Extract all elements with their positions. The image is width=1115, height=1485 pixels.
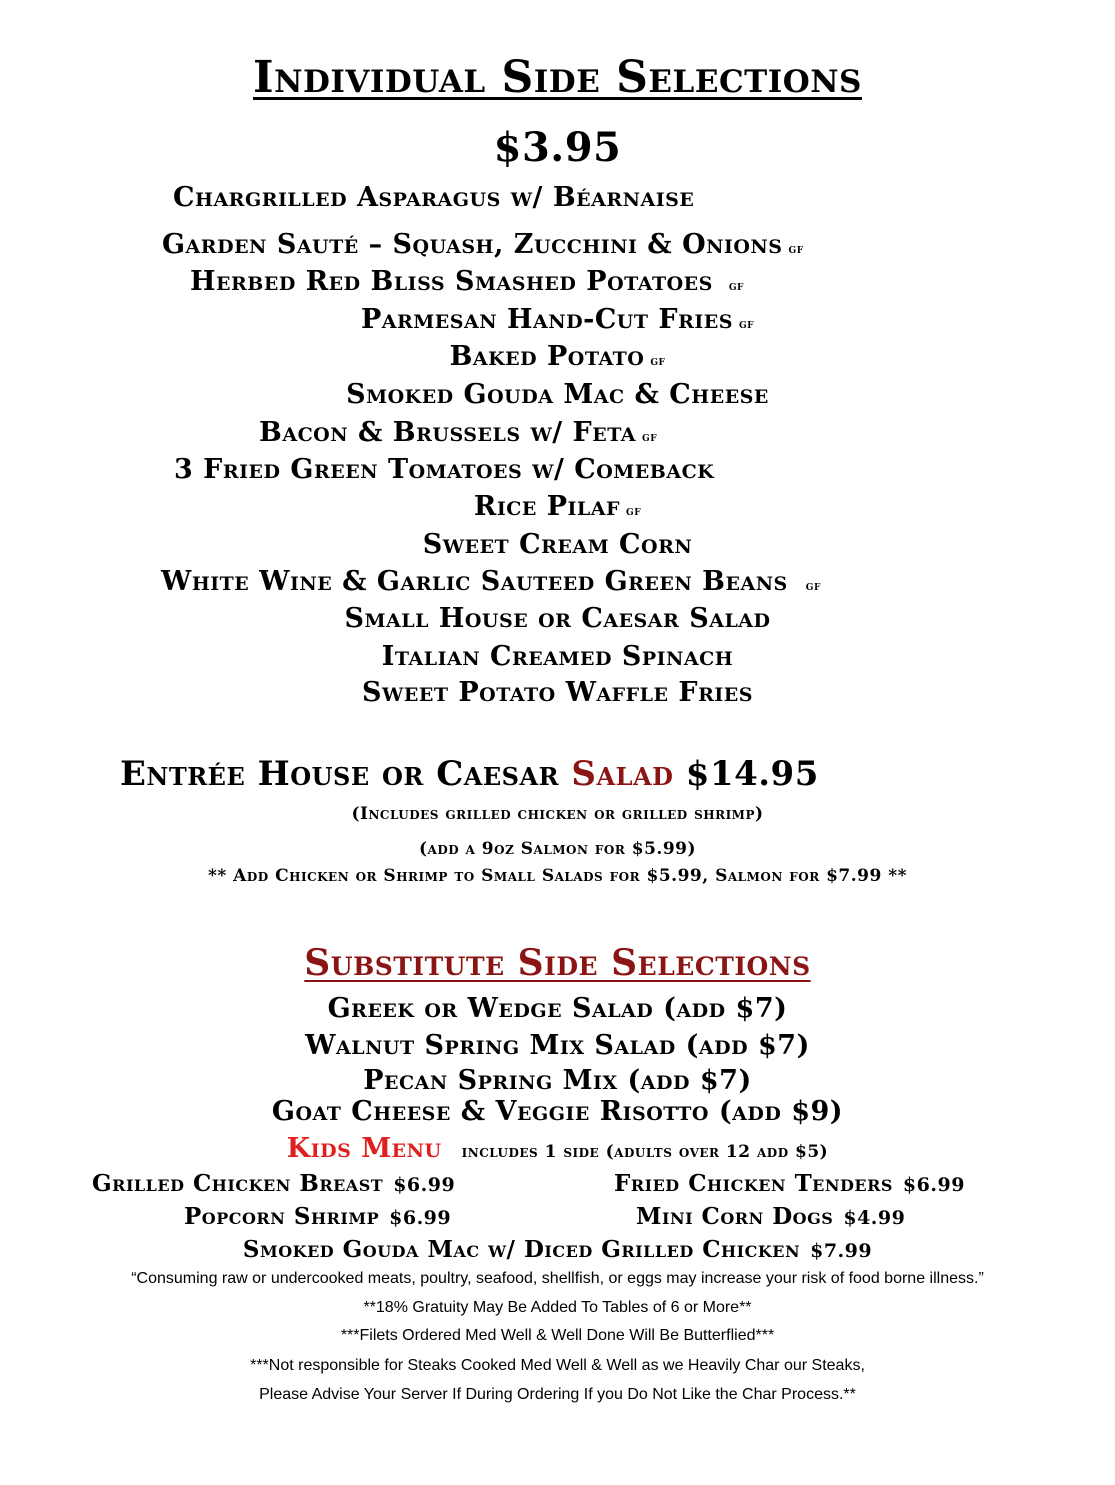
kids-menu-header: [0, 1133, 1115, 1164]
footer-note: **18% Gratuity May Be Added To Tables of 6 or More**: [363, 1299, 752, 1316]
gluten-free-tag: gf: [650, 354, 666, 369]
side-item: Bacon & Brussels w/ Feta gf: [259, 417, 658, 448]
side-item: Italian Creamed Spinach: [381, 641, 734, 672]
gluten-free-tag: gf: [728, 279, 744, 294]
gluten-free-tag: gf: [642, 430, 658, 445]
kids-item: Smoked Gouda Mac w/ Diced Grilled Chicken $7.99: [242, 1236, 873, 1263]
side-item: 3 Fried Green Tomatoes w/ Comeback: [174, 454, 715, 485]
side-item: Small House or Caesar Salad: [344, 603, 771, 634]
gluten-free-tag: gf: [626, 504, 642, 519]
kids-item-price: $7.99: [810, 1240, 873, 1262]
entree-price: $14.95: [685, 754, 819, 794]
gluten-free-tag: gf: [805, 579, 821, 594]
side-item: Sweet Cream Corn: [422, 529, 693, 560]
entree-note: ** Add Chicken or Shrimp to Small Salads for $5.99, Salmon for $7.99 **: [207, 866, 908, 886]
kids-menu-note: includes 1 side (adults over 12 add $5): [461, 1142, 829, 1162]
side-item: Sweet Potato Waffle Fries: [362, 677, 753, 708]
kids-item: Grilled Chicken Breast $6.99: [92, 1170, 456, 1197]
substitute-item: Pecan Spring Mix (add $7): [363, 1065, 752, 1096]
side-item: Herbed Red Bliss Smashed Potatoes gf: [190, 266, 744, 297]
kids-menu-label: Kids Menu: [286, 1133, 442, 1164]
kids-item: Fried Chicken Tenders $6.99: [614, 1170, 965, 1197]
sides-price: $3.95: [493, 124, 622, 171]
side-item: Baked Potato gf: [449, 341, 666, 372]
footer-note: ***Not responsible for Steaks Cooked Med Well & Well as we Heavily Char our Steaks,: [250, 1357, 865, 1374]
substitute-item: Greek or Wedge Salad (add $7): [327, 993, 788, 1024]
side-item: Smoked Gouda Mac & Cheese: [346, 379, 769, 410]
entree-note: (Includes grilled chicken or grilled shrimp): [351, 804, 764, 824]
entree-salad: Entrée House or Caesar Salad $14.95: [120, 754, 819, 794]
footer-note: Please Advise Your Server If During Ordering If you Do Not Like the Char Process.**: [259, 1386, 856, 1403]
side-item: Parmesan Hand-Cut Fries gf: [360, 304, 755, 335]
gluten-free-tag: gf: [738, 317, 755, 332]
gluten-free-tag: gf: [788, 242, 804, 257]
entree-note: (add a 9oz Salmon for $5.99): [418, 839, 697, 859]
kids-item-price: $6.99: [902, 1174, 965, 1196]
salad-highlight: Salad: [571, 754, 674, 794]
menu-title: Individual Side Selections: [253, 52, 862, 103]
substitute-item: Walnut Spring Mix Salad (add $7): [305, 1030, 810, 1061]
side-item: Rice Pilaf gf: [473, 491, 642, 522]
footer-note: “Consuming raw or undercooked meats, poultry, seafood, shellfish, or eggs may increase your risk of food borne illness.”: [131, 1270, 984, 1287]
substitute-item: Goat Cheese & Veggie Risotto (add $9): [271, 1096, 844, 1127]
kids-item-price: $4.99: [843, 1207, 906, 1229]
side-item: White Wine & Garlic Sauteed Green Beans gf: [161, 566, 821, 597]
substitute-title: Substitute Side Selections: [304, 942, 811, 984]
side-item: Garden Sauté – Squash, Zucchini & Onions gf: [162, 229, 804, 260]
kids-item: Mini Corn Dogs $4.99: [636, 1203, 906, 1230]
kids-item: Popcorn Shrimp $6.99: [184, 1203, 452, 1230]
kids-item-price: $6.99: [389, 1207, 452, 1229]
kids-item-price: $6.99: [393, 1174, 456, 1196]
footer-note: ***Filets Ordered Med Well & Well Done Will Be Butterflied***: [340, 1327, 775, 1344]
side-item: Chargrilled Asparagus w/ Béarnaise: [173, 182, 695, 213]
